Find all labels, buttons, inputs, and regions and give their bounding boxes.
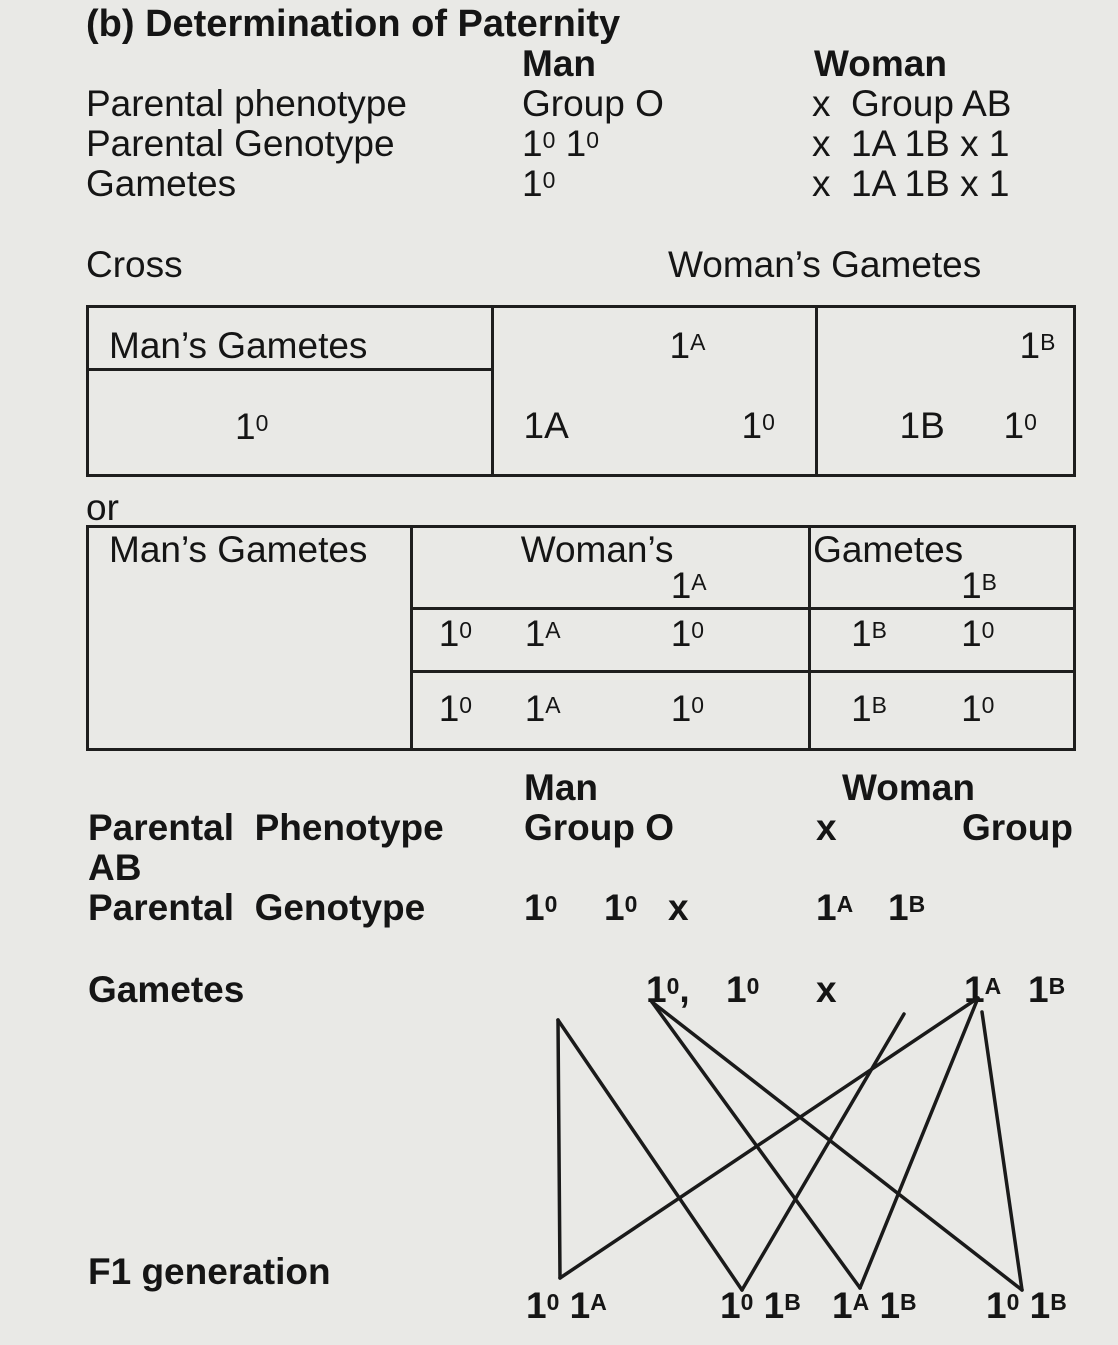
- man-column-header: Man: [522, 43, 596, 84]
- table2-r1-a-o: $1^0$: [670, 612, 705, 654]
- table2-r1-b-o: $1^0$: [961, 612, 995, 654]
- f1-offspring-2: $1^0$ $1^B$: [720, 1285, 801, 1326]
- cross-line: [560, 998, 978, 1278]
- block2-gametes-label: Gametes: [88, 969, 245, 1010]
- f1-label: F1 generation: [88, 1251, 331, 1292]
- block2-genotype-x: x: [668, 887, 689, 928]
- table1-man-gamete: $1^0$: [235, 406, 269, 447]
- table2-r2-b: $1^B$: [851, 688, 887, 730]
- table1-man-gametes: Man’s Gametes: [109, 325, 368, 366]
- table1-header-b: $1^B$: [1019, 325, 1056, 366]
- table1-header-a: $1^A$: [669, 325, 706, 366]
- cross-line: [860, 998, 978, 1288]
- section-heading: (b) Determination of Paternity: [86, 3, 621, 45]
- table1-cell-1b: 1B: [899, 405, 945, 446]
- block2-gametes-man-2: $1^0$: [726, 969, 760, 1010]
- table2-header-b: $1^B$: [961, 565, 997, 606]
- table2-r1-a: $1^A$: [524, 612, 561, 654]
- phenotype-woman: x Group AB: [812, 83, 1012, 124]
- table1-cell-1a-o: $1^0$: [741, 405, 775, 446]
- block2-phenotype-label: Parental Phenotype: [88, 807, 444, 848]
- table2-r1-b: $1^B$: [851, 612, 887, 654]
- block2-genotype-label: Parental Genotype: [88, 887, 426, 928]
- block2-phenotype-x: x: [816, 807, 837, 848]
- block2-gametes-woman-a: $1^A$: [964, 969, 1002, 1010]
- genotype-woman: x 1A 1B x 1: [812, 123, 1010, 164]
- woman-gametes-label: Woman’s Gametes: [668, 244, 982, 285]
- table2-woman-label: Woman’s: [520, 529, 674, 570]
- block2-gametes-woman-b: $1^B$: [1028, 969, 1066, 1010]
- gametes-label: Gametes: [86, 163, 237, 204]
- genotype-man: $1^0$ $1^0$: [522, 123, 599, 164]
- table2-r2-b-o: $1^0$: [961, 688, 995, 730]
- block2-gametes-man-1: $1^0$,: [646, 969, 690, 1010]
- cross-label: Cross: [86, 244, 183, 285]
- block2-gametes-x: x: [816, 969, 837, 1010]
- table1-cell-1a: 1A: [523, 405, 569, 446]
- block2-genotype-woman-a: $1^A$: [816, 887, 854, 928]
- table2-gametes-label: Gametes: [813, 529, 964, 570]
- or-label: or: [86, 487, 119, 528]
- block2-genotype-woman-b: $1^B$: [888, 887, 926, 928]
- woman-column-header: Woman: [814, 43, 947, 84]
- block2-phenotype-wrap: AB: [88, 847, 142, 888]
- gametes-man: $1^0$: [522, 163, 556, 204]
- f1-offspring-4: $1^0$ $1^B$: [986, 1285, 1067, 1326]
- cross-line: [652, 1002, 1022, 1290]
- table1-cell-1b-o: $1^0$: [1003, 405, 1037, 446]
- genotype-label: Parental Genotype: [86, 123, 395, 164]
- block2-phenotype-man: Group O: [524, 807, 675, 848]
- block2-genotype-man-2: $1^0$: [604, 887, 638, 928]
- f1-offspring-1: $1^0$ $1^A$: [526, 1285, 607, 1326]
- block2-phenotype-woman: Group: [962, 807, 1073, 848]
- table2-r2-man: $1^0$: [438, 688, 473, 730]
- table2-r1-man: $1^0$: [438, 612, 473, 654]
- cross-line: [982, 1012, 1022, 1290]
- table2-r2-a: $1^A$: [524, 688, 561, 730]
- cross-line: [742, 1014, 904, 1290]
- cross-line: [558, 1020, 560, 1278]
- table2-header-a: $1^A$: [670, 565, 707, 606]
- gametes-woman: x 1A 1B x 1: [812, 163, 1010, 204]
- phenotype-label: Parental phenotype: [86, 83, 407, 124]
- table2-man-gametes: Man’s Gametes: [109, 529, 368, 570]
- phenotype-man: Group O: [522, 83, 664, 124]
- block2-genotype-man-1: $1^0$: [524, 887, 558, 928]
- f1-offspring-3: $1^A$ $1^B$: [832, 1285, 917, 1326]
- table2-r2-a-o: $1^0$: [670, 688, 705, 730]
- block2-man-header: Man: [524, 767, 598, 808]
- cross-line: [558, 1020, 742, 1290]
- block2-woman-header: Woman: [842, 767, 975, 808]
